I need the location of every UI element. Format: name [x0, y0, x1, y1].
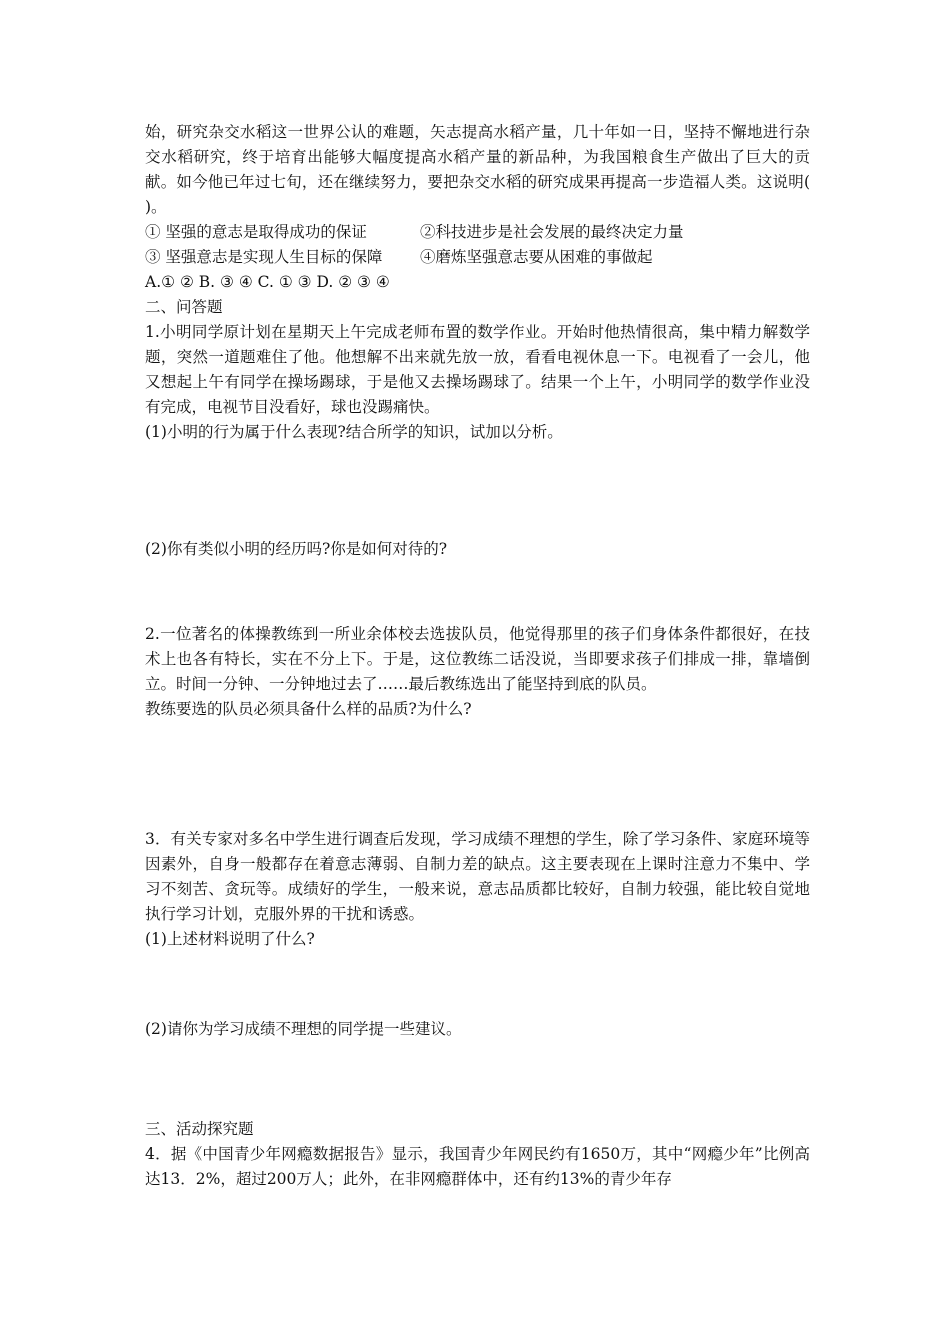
question-3-sub-2: (2)请你为学习成绩不理想的同学提一些建议。 [145, 1020, 462, 1038]
section-3-heading: 三、活动探究题 [145, 1120, 254, 1138]
answer-space [145, 1042, 810, 1117]
answer-space [145, 722, 810, 827]
question-2-text: 2.一位著名的体操教练到一所业余体校去选拔队员，他觉得那里的孩子们身体条件都很好，在技术上也各有特长，实在不分上下。于是，这位教练二话没说，当即要求孩子们排成一排，靠墙倒立。时间一分钟、一分钟地过去了……最后教练选出了能坚持到底的队员。 [145, 625, 810, 693]
question-1-sub-2: (2)你有类似小明的经历吗?你是如何对待的? [145, 540, 448, 558]
statement-2: ②科技进步是社会发展的最终决定力量 [420, 223, 684, 241]
statement-row-1 [145, 220, 810, 245]
question-4-text: 4．据《中国青少年网瘾数据报告》显示，我国青少年网民约有1650万，其中“网瘾少年”比例高达13．2%，超过200万人；此外，在非网瘾群体中，还有约13%的青少年存 [145, 1145, 810, 1188]
statement-1: ① 坚强的意志是取得成功的保证 [145, 223, 367, 241]
answer-space [145, 562, 810, 622]
question-3-sub-1: (1)上述材料说明了什么? [145, 930, 315, 948]
answer-choices: A.① ② B. ③ ④ C. ① ③ D. ② ③ ④ [145, 273, 390, 291]
answer-space [145, 445, 810, 537]
answer-space [145, 952, 810, 1017]
question-1-sub-1: (1)小明的行为属于什么表现?结合所学的知识，试加以分析。 [145, 423, 563, 441]
question-2-question: 教练要选的队员必须具备什么样的品质?为什么? [145, 700, 472, 718]
question-1-text: 1.小明同学原计划在星期天上午完成老师布置的数学作业。开始时他热情很高，集中精力解数学题，突然一道题难住了他。他想解不出来就先放一放，看看电视休息一下。电视看了一会儿，他又想起上午有同学在操场踢球，于是他又去操场踢球了。结果一个上午，小明同学的数学作业没有完成，电视节目没看好，球也没踢痛快。 [145, 323, 810, 416]
question-3-text: 3．有关专家对多名中学生进行调查后发现，学习成绩不理想的学生，除了学习条件、家庭环境等因素外，自身一般都存在着意志薄弱、自制力差的缺点。这主要表现在上课时注意力不集中、学习不刻苦、贪玩等。成绩好的学生，一般来说，意志品质都比较好，自制力较强，能比较自觉地执行学习计划，克服外界的干扰和诱惑。 [145, 830, 810, 923]
statement-4: ④磨炼坚强意志要从困难的事做起 [420, 248, 653, 266]
statement-3: ③ 坚强意志是实现人生目标的保障 [145, 248, 383, 266]
intro-paragraph: 始，研究杂交水稻这一世界公认的难题，矢志提高水稻产量，几十年如一日，坚持不懈地进行杂交水稻研究，终于培育出能够大幅度提高水稻产量的新品种，为我国粮食生产做出了巨大的贡献。如今他已年过七旬，还在继续努力，要把杂交水稻的研究成果再提高一步造福人类。这说明( )。 [145, 123, 810, 216]
statement-row-2 [145, 245, 810, 270]
document-body [145, 120, 810, 1192]
section-2-heading: 二、问答题 [145, 298, 223, 316]
